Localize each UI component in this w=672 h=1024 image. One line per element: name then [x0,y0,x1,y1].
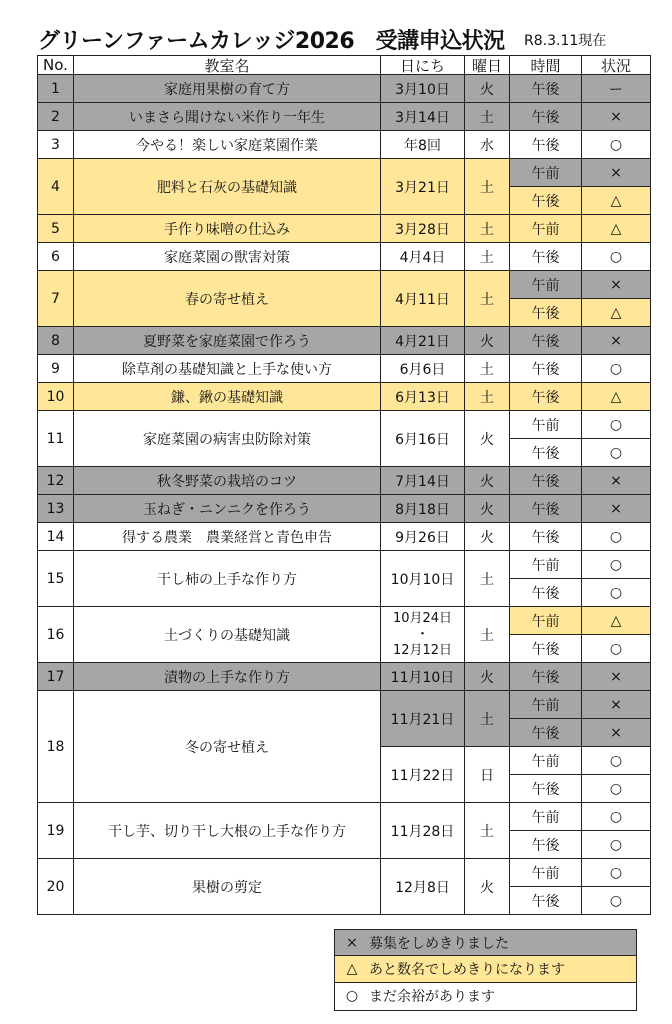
triangle-icon: △ [346,960,358,977]
session-day: 火 [464,466,510,495]
circle-icon: ○ [345,987,359,1004]
time-slot: 午後 [509,186,582,215]
session-date: 11月22日 [380,746,465,803]
legend-row-closed [335,930,636,956]
time-slot: 午後 [509,466,582,495]
session-date: 8月18日 [380,494,465,523]
class-name: 鎌、鍬の基礎知識 [73,382,381,411]
class-name: 果樹の剪定 [73,858,381,915]
status-closed: × [581,270,651,299]
session-date: 3月10日 [380,74,465,103]
row-number: 8 [37,326,74,355]
date-line: 10月24日 [392,610,453,626]
time-slot: 午後 [509,354,582,383]
class-name: 干し芋、切り干し大根の上手な作り方 [73,802,381,859]
row-number: 6 [37,242,74,271]
row-number: 15 [37,550,74,607]
time-slot: 午前 [509,606,582,635]
session-day: 火 [464,410,510,467]
class-name: 肥料と石灰の基礎知識 [73,158,381,215]
page-title: グリーンファームカレッジ2026 受講申込状況 [38,29,505,54]
column-header: 時間 [509,55,582,75]
row-number: 19 [37,802,74,859]
session-day: 日 [464,746,510,803]
session-date [380,606,465,663]
status-available: ○ [581,746,651,775]
session-day: 火 [464,662,510,691]
status-available: ○ [581,242,651,271]
row-number: 16 [37,606,74,663]
status-available: ○ [581,886,651,915]
session-day: 火 [464,522,510,551]
time-slot: 午前 [509,802,582,831]
class-name: 玉ねぎ・ニンニクを作ろう [73,494,381,523]
status-available: ○ [581,354,651,383]
column-header: No. [37,55,74,75]
time-slot: 午後 [509,774,582,803]
time-slot: 午後 [509,494,582,523]
row-number: 14 [37,522,74,551]
session-day: 土 [464,242,510,271]
time-slot: 午後 [509,298,582,327]
session-day: 火 [464,326,510,355]
class-name: 除草剤の基礎知識と上手な使い方 [73,354,381,383]
status-closed: × [581,326,651,355]
class-name: 今やる！楽しい家庭菜園作業 [73,130,381,159]
status-closed: × [581,466,651,495]
status-closed: × [581,690,651,719]
session-date: 4月11日 [380,270,465,327]
status-available: ○ [581,634,651,663]
time-slot: 午後 [509,718,582,747]
session-date: 9月26日 [380,522,465,551]
session-date: 11月28日 [380,802,465,859]
row-number: 13 [37,494,74,523]
session-date: 6月6日 [380,354,465,383]
column-header: 状況 [581,55,651,75]
session-day: 土 [464,158,510,215]
row-number: 4 [37,158,74,215]
time-slot: 午後 [509,522,582,551]
row-number: 3 [37,130,74,159]
session-date: 11月10日 [380,662,465,691]
as-of-date: R8.3.11現在 [524,33,607,49]
session-day: 火 [464,858,510,915]
class-name: 漬物の上手な作り方 [73,662,381,691]
cross-icon: × [346,934,358,951]
time-slot: 午前 [509,410,582,439]
legend-text: あと数名でしめきりになります [369,961,565,978]
session-day: 土 [464,690,510,747]
column-header: 曜日 [464,55,510,75]
class-name: いまさら聞けない米作り一年生 [73,102,381,131]
row-number: 10 [37,382,74,411]
class-name: 家庭菜園の獣害対策 [73,242,381,271]
status-available: ○ [581,130,651,159]
time-slot: 午後 [509,578,582,607]
session-date: 年8回 [380,130,465,159]
session-date: 4月21日 [380,326,465,355]
status-available: ○ [581,410,651,439]
time-slot: 午前 [509,158,582,187]
time-slot: 午後 [509,886,582,915]
status-available: ○ [581,522,651,551]
status-available: ○ [581,774,651,803]
status-closed: × [581,718,651,747]
session-date: 3月14日 [380,102,465,131]
status-few-left: △ [581,382,651,411]
date-line: ・ [415,626,429,642]
time-slot: 午後 [509,242,582,271]
class-name: 干し柿の上手な作り方 [73,550,381,607]
time-slot: 午後 [509,634,582,663]
session-date: 3月21日 [380,158,465,215]
time-slot: 午前 [509,214,582,243]
session-day: 火 [464,494,510,523]
session-day: 土 [464,354,510,383]
status-few-left: △ [581,298,651,327]
status-few-left: △ [581,606,651,635]
legend-text: まだ余裕があります [369,988,495,1005]
class-name: 土づくりの基礎知識 [73,606,381,663]
session-day: 土 [464,550,510,607]
column-header: 日にち [380,55,465,75]
status-none: ー [581,74,651,103]
legend-text: 募集をしめきりました [369,935,509,952]
row-number: 9 [37,354,74,383]
time-slot: 午前 [509,690,582,719]
session-date: 11月21日 [380,690,465,747]
status-closed: × [581,662,651,691]
status-closed: × [581,102,651,131]
time-slot: 午前 [509,858,582,887]
row-number: 7 [37,270,74,327]
session-day: 土 [464,802,510,859]
column-header: 教室名 [73,55,381,75]
time-slot: 午前 [509,746,582,775]
time-slot: 午前 [509,550,582,579]
session-date: 6月13日 [380,382,465,411]
row-number: 18 [37,690,74,803]
status-available: ○ [581,578,651,607]
status-closed: × [581,158,651,187]
date-line: 12月12日 [392,642,453,658]
status-available: ○ [581,830,651,859]
session-day: 土 [464,270,510,327]
session-date: 6月16日 [380,410,465,467]
status-closed: × [581,494,651,523]
status-available: ○ [581,550,651,579]
time-slot: 午後 [509,830,582,859]
session-day: 水 [464,130,510,159]
row-number: 5 [37,214,74,243]
time-slot: 午後 [509,74,582,103]
class-name: 春の寄せ植え [73,270,381,327]
session-date: 10月10日 [380,550,465,607]
session-day: 土 [464,606,510,663]
legend-row-available [335,983,636,1009]
legend [334,929,637,1011]
status-available: ○ [581,802,651,831]
row-number: 12 [37,466,74,495]
row-number: 1 [37,74,74,103]
legend-row-few-left [335,956,636,982]
session-date: 4月4日 [380,242,465,271]
time-slot: 午後 [509,130,582,159]
time-slot: 午後 [509,102,582,131]
status-few-left: △ [581,186,651,215]
time-slot: 午前 [509,270,582,299]
row-number: 20 [37,858,74,915]
class-name: 冬の寄せ植え [73,690,381,803]
status-available: ○ [581,438,651,467]
session-date: 7月14日 [380,466,465,495]
class-name: 手作り味噌の仕込み [73,214,381,243]
class-name: 得する農業 農業経営と青色申告 [73,522,381,551]
row-number: 11 [37,410,74,467]
session-day: 火 [464,74,510,103]
row-number: 2 [37,102,74,131]
status-available: ○ [581,858,651,887]
time-slot: 午後 [509,438,582,467]
class-name: 家庭用果樹の育て方 [73,74,381,103]
time-slot: 午後 [509,326,582,355]
class-name: 家庭菜園の病害虫防除対策 [73,410,381,467]
status-few-left: △ [581,214,651,243]
session-day: 土 [464,382,510,411]
session-day: 土 [464,214,510,243]
row-number: 17 [37,662,74,691]
session-day: 土 [464,102,510,131]
time-slot: 午後 [509,382,582,411]
session-date: 3月28日 [380,214,465,243]
class-name: 秋冬野菜の栽培のコツ [73,466,381,495]
session-date: 12月8日 [380,858,465,915]
class-name: 夏野菜を家庭菜園で作ろう [73,326,381,355]
time-slot: 午後 [509,662,582,691]
